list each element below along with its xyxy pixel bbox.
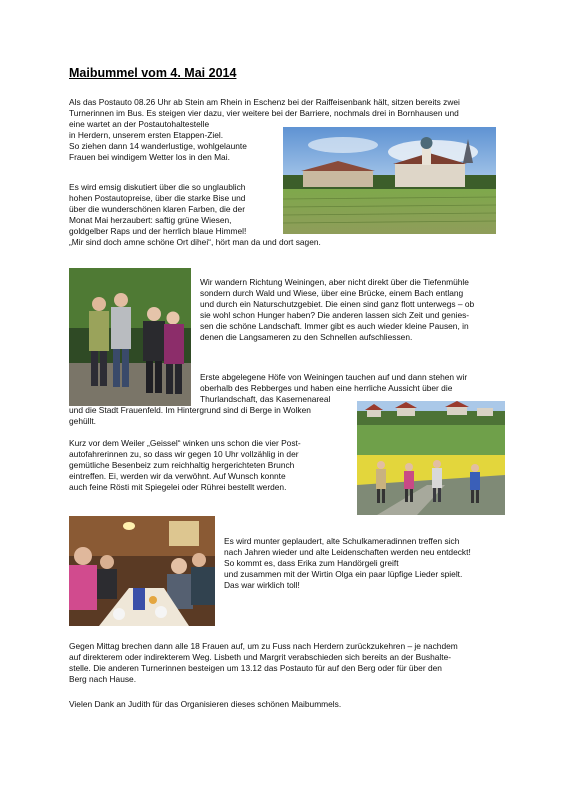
brunch-paragraph: Kurz vor dem Weiler „Geissel“ winken uns schon die vier Post- autofahrerinnen zu, so dass wir gegen 10 Uhr vollzählig in der gemütliche Besenbeiz zum reichhaltig hergerichteten Brunch eintreffen. Ei, werden wir da verwöhnt. Auf Wunsch konnte auch feine Rösti mit Spiegelei oder Rührei bestellt werden. [69,438,301,492]
closing-line: Vielen Dank an Judith für das Organisieren dieses schönen Maibummels. [69,699,342,709]
page-title: Maibummel vom 4. Mai 2014 [69,66,237,80]
brunch-table-photo [69,516,215,626]
walkers-field-photo [357,401,505,515]
hikers-forest-photo [69,268,191,406]
discussion-paragraph: Es wird emsig diskutiert über die so unglaublich hohen Postautopreise, über die starke Bise und über die wunderschönen klaren Farben, die der Monat Mai herzaubert: saftig grüne Wiesen, goldgelber Raps und der herrlich blaue Himmel! „Mir sind doch amne schöne Ort dihei“, hört man da und dort sagen. [69,182,321,247]
hiking-paragraph: Wir wandern Richtung Weiningen, aber nicht direkt über die Tiefenmühle sondern durch Wald und Wiese, über eine Brücke, einem Bach entlang und durch ein Naturschutzgebiet. Die einen sind ganz flott unterwegs – ob sie wohl schon Hunger haben? Die anderen lassen sich Zeit und genies- sen die schöne Landschaft. Immer gibt es auch wieder kleine Pausen, in denen die Langsameren zu den Schnellen aufschliessen. [200,277,475,342]
return-paragraph: Gegen Mittag brechen dann alle 18 Frauen auf, um zu Fuss nach Herdern zurückzukehren – je nachdem auf direkterem oder indirekterem Weg. Lisbeth und Margrit verabschieden sich bereits an der Bushalte- stelle. Die anderen Turnerinnen besteigen um 13.12 das Postauto für auf den Berg oder für über den Berg nach Hause. [69,641,458,684]
chatting-paragraph: Es wird munter geplaudert, alte Schulkameradinnen treffen sich nach Jahren wieder und alte Leidenschaften werden neu entdeckt! So kommt es, dass Erika zum Handörgeli greift und zusammen mit der Wirtin Olga ein paar lüpfige Lieder spielt. Das war wirklich toll! [224,536,471,590]
view-paragraph-continued: und die Stadt Frauenfeld. Im Hintergrund sind di Berge in Wolken gehüllt. [69,405,311,426]
intro-paragraph: Als das Postauto 08.26 Uhr ab Stein am Rhein in Eschenz bei der Raiffeisenbank hält, sitzen bereits zwei Turnerinnen im Bus. Es steigen vier dazu, vier weitere bei der Barriere, nochmals drei in Bornhausen und eine wartet an der Postautohaltestelle in Herdern, unserem ersten Etappen-Ziel. So ziehen dann 14 wanderlustige, wohlgelaunte Frauen bei windigem Wetter los in den Mai. [69,97,460,162]
view-paragraph: Erste abgelegene Höfe von Weiningen tauchen auf und dann stehen wir oberhalb des Rebberges und haben eine herrliche Aussicht über die Thurlandschaft, das Kasernenareal [200,372,468,404]
